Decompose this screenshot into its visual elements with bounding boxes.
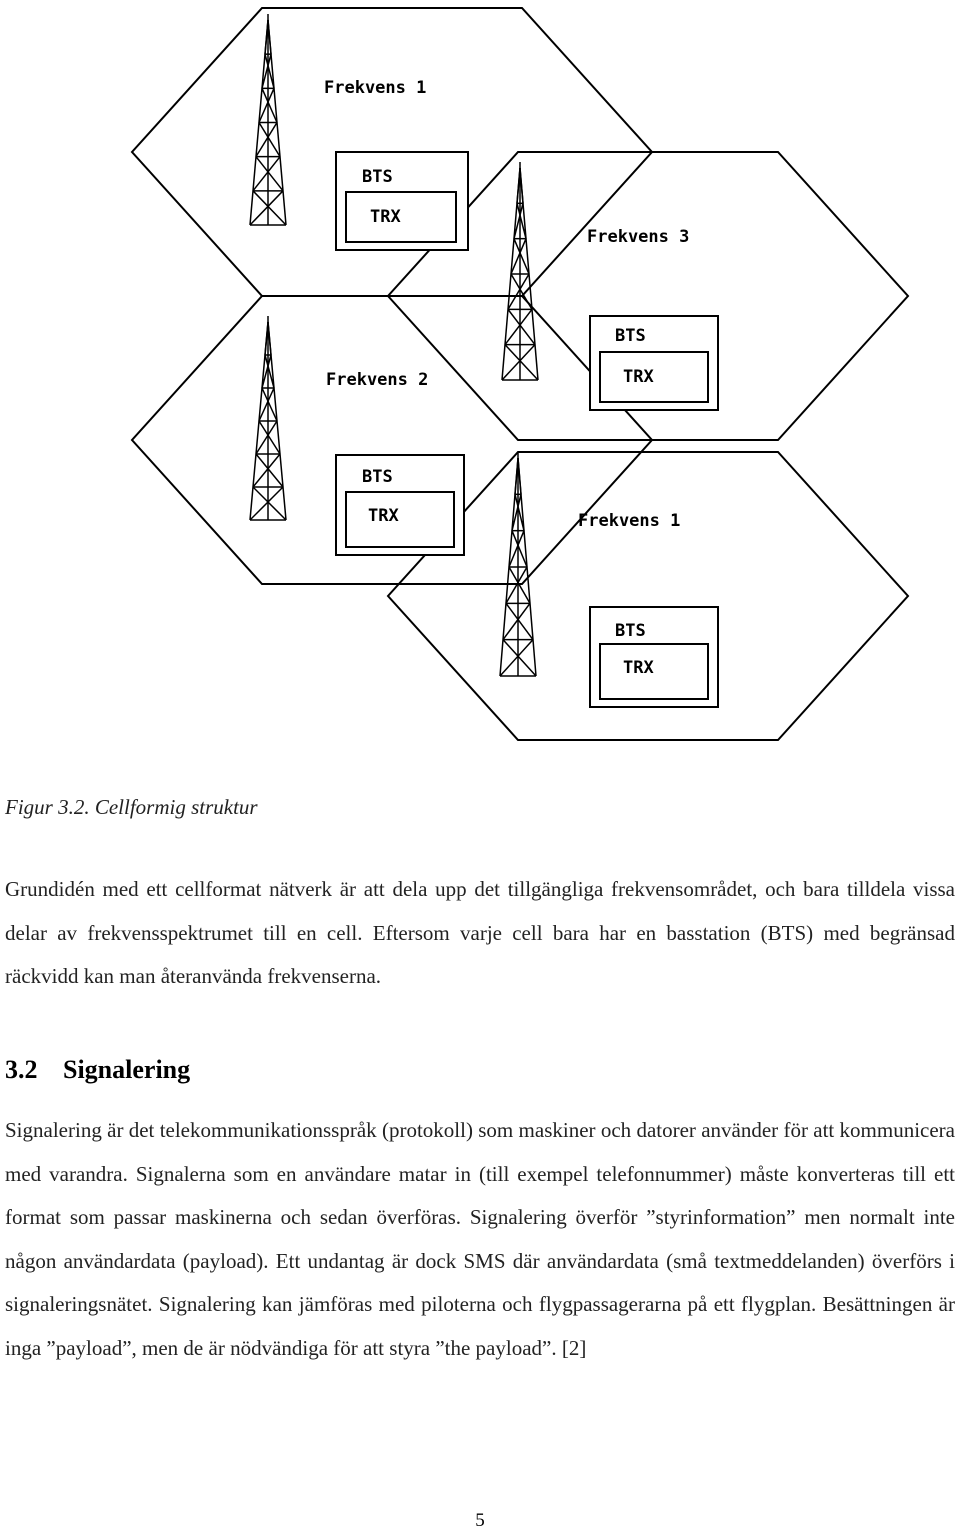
tower-icon-cell-2	[502, 162, 538, 380]
trx-label-cell-3: TRX	[368, 506, 399, 526]
trx-label-cell-2: TRX	[623, 367, 654, 387]
bts-label-cell-3: BTS	[362, 467, 393, 487]
trx-label-cell-1: TRX	[370, 207, 401, 227]
trx-box-4	[600, 644, 708, 699]
frequency-label-cell-3: Frekvens 2	[326, 370, 429, 390]
section-paragraph: Signalering är det telekommunikationsspråk (protokoll) som maskiner och datorer använder för att kommunicera med varandra. Signalerna som en användare matar in (till exempel telefonnummer) måste konverteras till ett format som passar maskinerna och sedan överföras. Signalering överför ”styrinformation” men normalt inte någon användardata (payload). Ett undantag är dock SMS där användardata (små textmeddelanden) överförs i signaleringsnätet. Signalering kan jämföras med piloterna och flygpassagerarna på ett flygplan. Besättningen är inga ”payload”, men de är nödvändiga för att styra ”the payload”. [2]	[5, 1118, 955, 1360]
intro-paragraph: Grundidén med ett cellformat nätverk är att dela upp det tillgängliga frekvensområdet, och bara tilldela vissa delar av frekvensspektrumet till en cell. Eftersom varje cell bara har en basstation (BTS) med begränsad räckvidd kan man återanvända frekvenserna.	[5, 877, 955, 988]
frequency-label-cell-1: Frekvens 1	[324, 78, 427, 98]
trx-box-1	[346, 192, 456, 242]
section-number: 3.2	[5, 1055, 38, 1084]
tower-icon-cell-3	[250, 316, 286, 520]
bts-label-cell-4: BTS	[615, 621, 646, 641]
section-heading	[5, 1055, 190, 1085]
cell-structure-diagram	[0, 0, 960, 760]
bts-label-cell-1: BTS	[362, 167, 393, 187]
section-title: Signalering	[63, 1055, 191, 1084]
trx-box-3	[346, 492, 454, 547]
trx-box-2	[600, 352, 708, 402]
trx-label-cell-4: TRX	[623, 658, 654, 678]
cell-structure-figure	[0, 0, 960, 760]
frequency-label-cell-2: Frekvens 3	[587, 227, 690, 247]
frequency-label-cell-4: Frekvens 1	[578, 511, 681, 531]
tower-icon-cell-4	[500, 452, 536, 676]
figure-caption: Figur 3.2. Cellformig struktur	[5, 795, 258, 819]
page-number: 5	[475, 1510, 485, 1531]
tower-icon-cell-1	[250, 14, 286, 225]
bts-label-cell-2: BTS	[615, 326, 646, 346]
